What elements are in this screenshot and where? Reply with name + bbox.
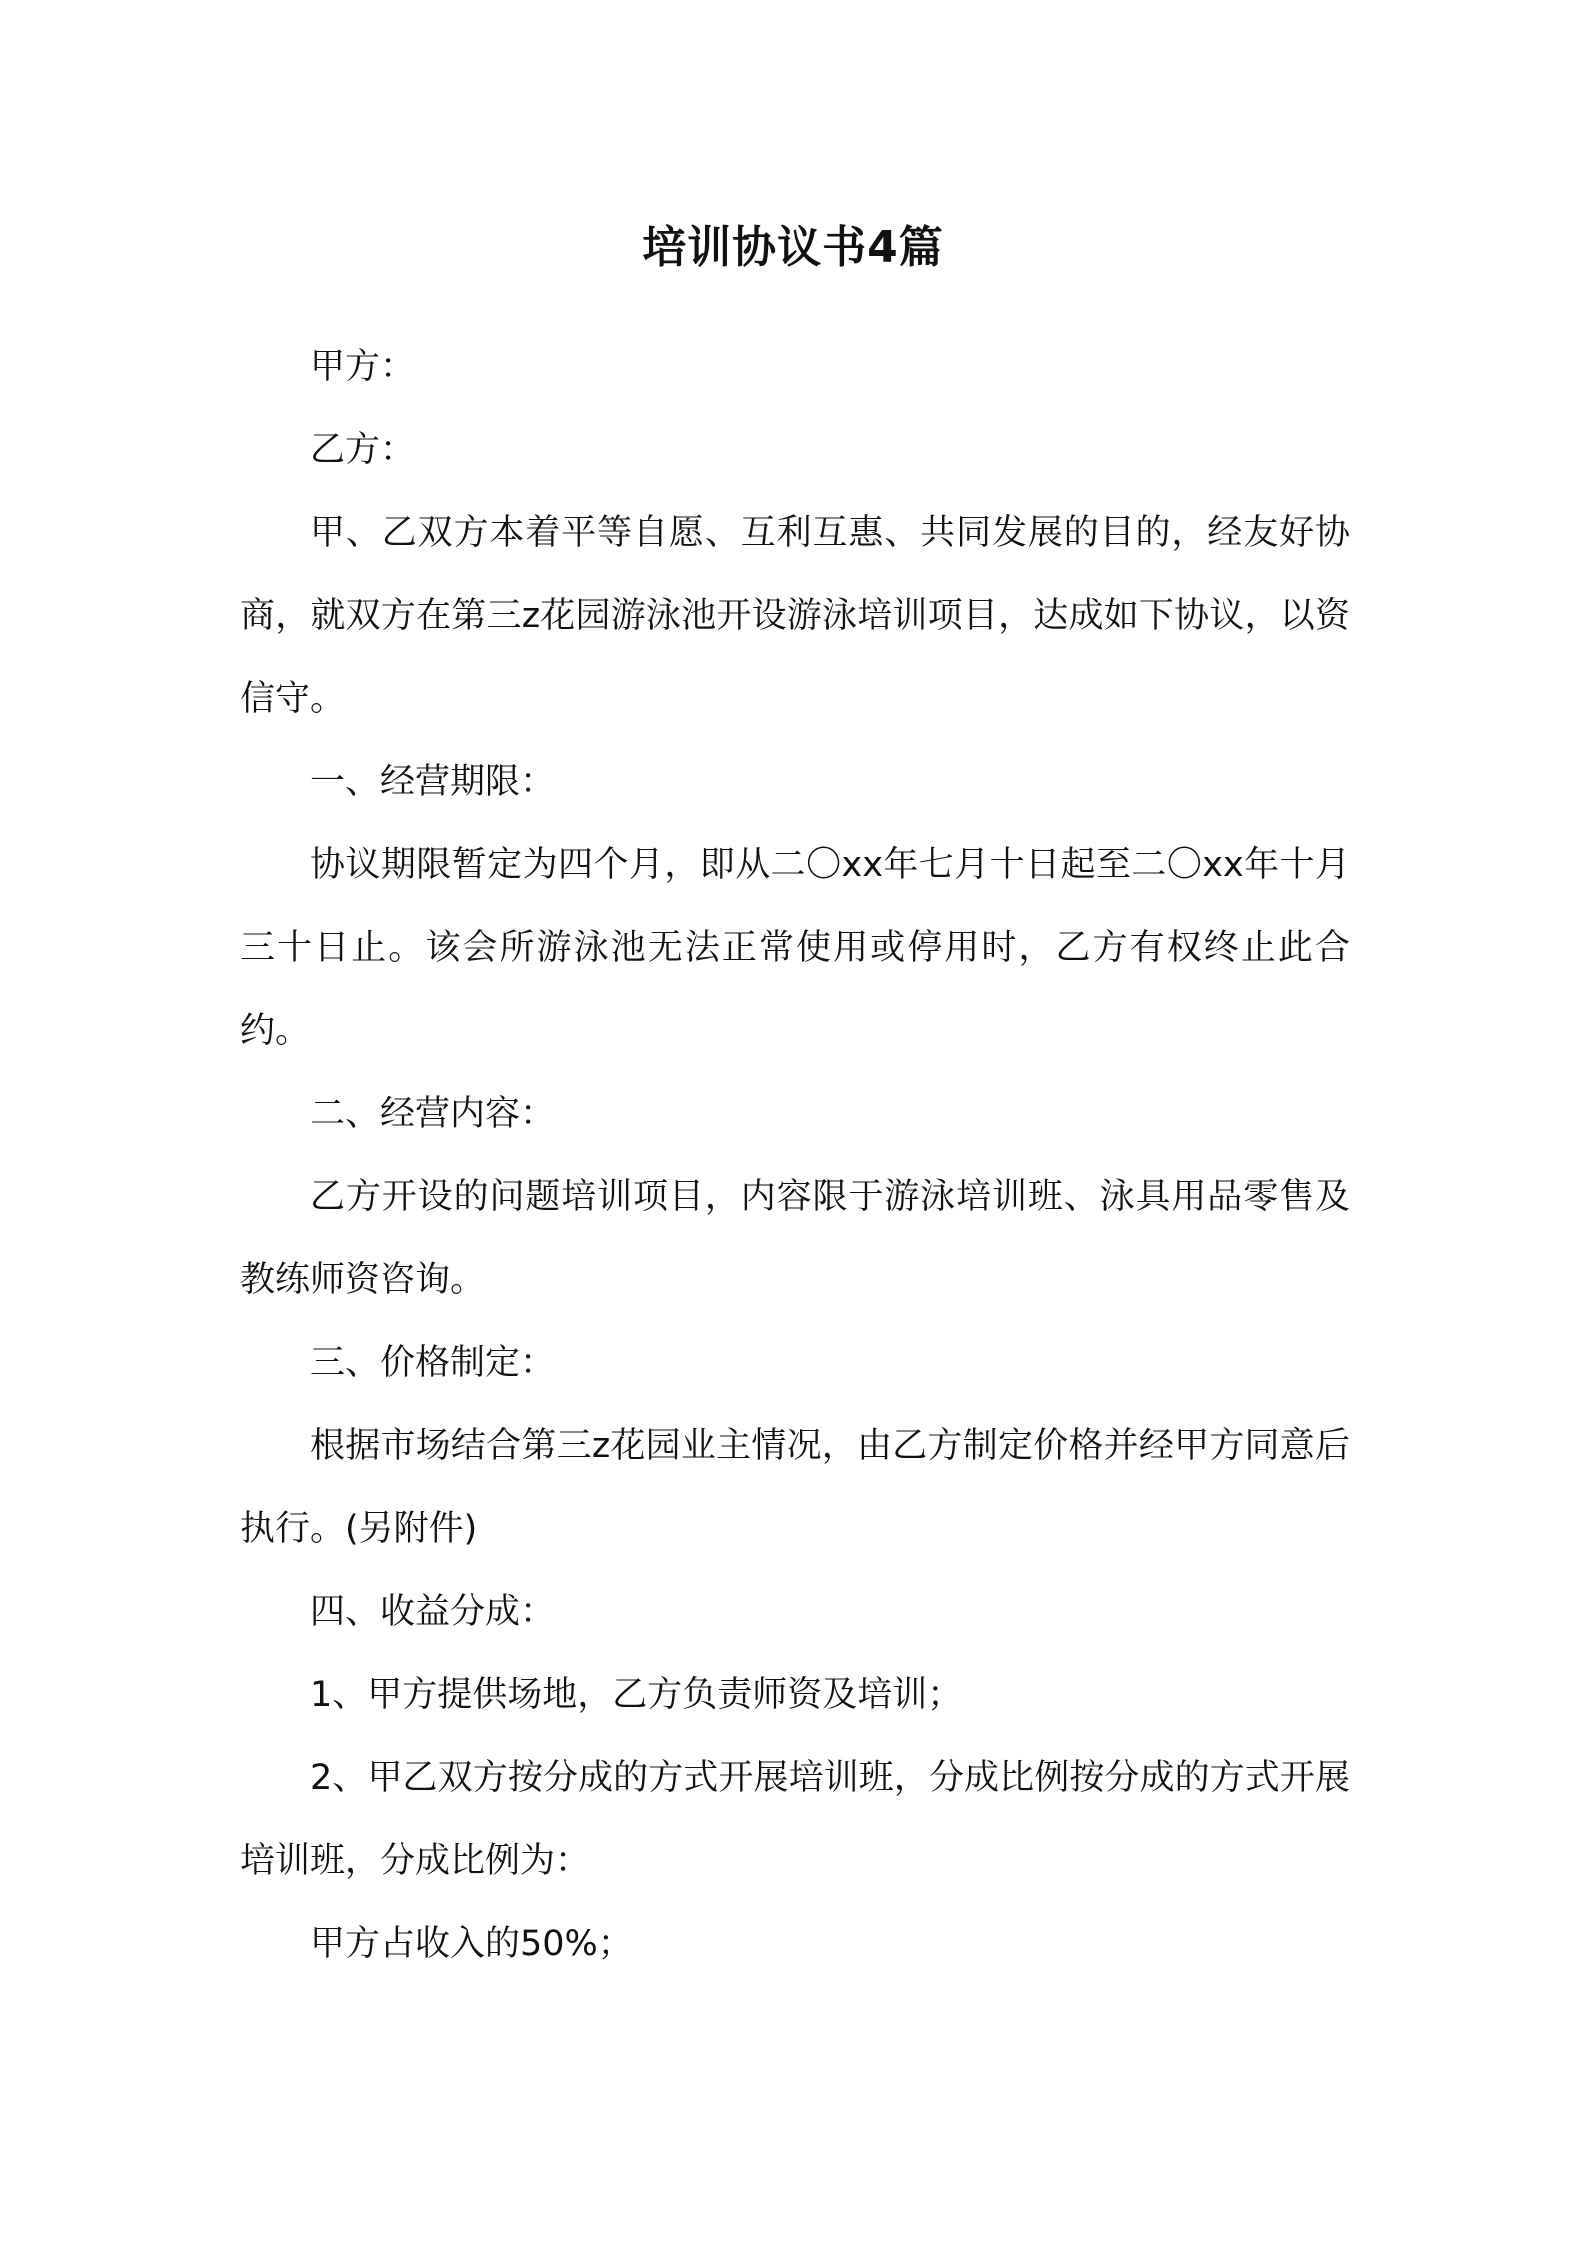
section-heading-pricing: 三、价格制定：	[310, 1343, 556, 1383]
pricing-paragraph: 根据市场结合第三z花园业主情况，由乙方制定价格并经甲方同意后执行。(另附件)	[240, 1426, 1350, 1549]
party-a-line: 甲方：	[310, 347, 416, 387]
revenue-item-1: 1、甲方提供场地，乙方负责师资及培训；	[310, 1675, 963, 1715]
content-paragraph: 乙方开设的问题培训项目，内容限于游泳培训班、泳具用品零售及教练师资咨询。	[240, 1177, 1350, 1300]
revenue-item-2: 2、甲乙双方按分成的方式开展培训班，分成比例按分成的方式开展培训班，分成比例为：	[240, 1758, 1350, 1881]
party-b-line: 乙方：	[310, 430, 416, 470]
section-heading-content: 二、经营内容：	[310, 1094, 556, 1134]
section-heading-term: 一、经营期限：	[310, 762, 556, 802]
intro-paragraph: 甲、乙双方本着平等自愿、互利互惠、共同发展的目的，经友好协商，就双方在第三z花园游泳池开设游泳培训项目，达成如下协议，以资信守。	[240, 513, 1350, 719]
document-title: 培训协议书4篇	[642, 222, 944, 273]
term-paragraph: 协议期限暂定为四个月，即从二〇xx年七月十日起至二〇xx年十月三十日止。该会所游泳池无法正常使用或停用时，乙方有权终止此合约。	[240, 845, 1350, 1051]
section-heading-revenue: 四、收益分成：	[310, 1592, 556, 1632]
document-body	[240, 326, 1350, 1986]
party-a-share-line: 甲方占收入的50%；	[310, 1924, 633, 1964]
